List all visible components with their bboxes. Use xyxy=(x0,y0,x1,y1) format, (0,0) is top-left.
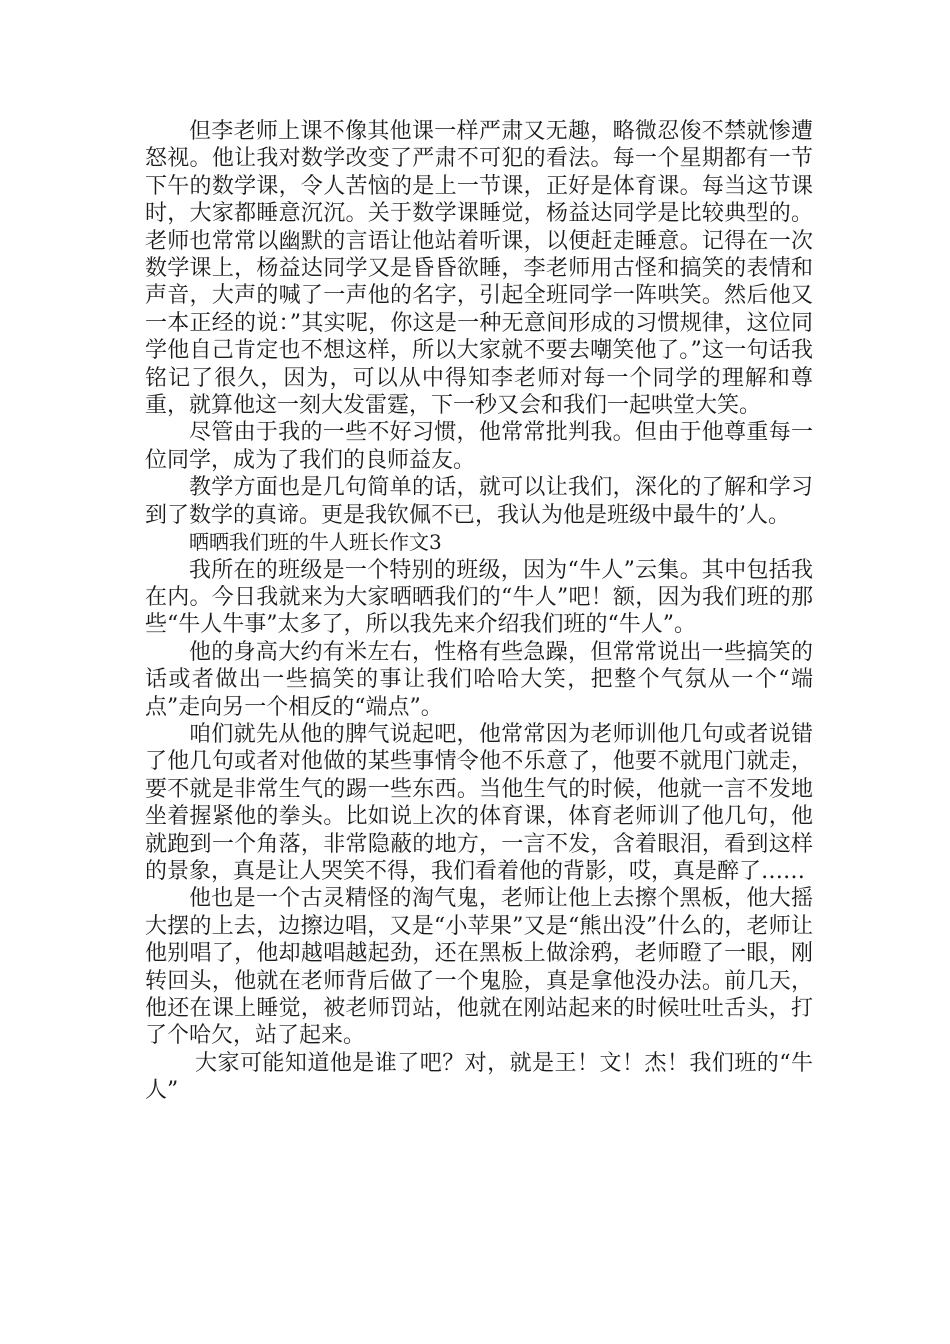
paragraph-temper: 咱们就先从他的脾气说起吧，他常常因为老师训他几句或者说错了他几句或者对他做的某些事情令他不乐意了，他要不就甩门就走，要不就是非常生气的踢一些东西。当他生气的时候，他就一言不发地坐着握紧他的拳头。比如说上次的体育课，体育老师训了他几句，他就跑到一个角落，非常隐蔽的地方，一言不发，含着眼泪，看到这样的景象，真是让人哭笑不得，我们看着他的背影，哎，真是醉了…… xyxy=(145,721,813,884)
paragraph-mischief: 他也是一个古灵精怪的淘气鬼，老师让他上去擦个黑板，他大摇大摆的上去，边擦边唱，又是“小苹果”又是“熊出没”什么的，老师让他别唱了，他却越唱越起劲，还在黑板上做涂鸦，老师瞪了一眼，刚转回头，他就在老师背后做了一个鬼脸，真是拿他没办法。前几天，他还在课上睡觉，被老师罚站，他就在刚站起来的时候吐吐舌头，打了个哈欠，站了起来。 xyxy=(145,886,813,1049)
paragraph-reveal: 大家可能知道他是谁了吧？对，就是王！文！杰！我们班的“牛人” xyxy=(145,1050,813,1104)
section-heading: 晒晒我们班的牛人班长作文3 xyxy=(189,530,442,555)
document-body xyxy=(145,118,813,1105)
paragraph-respect: 尽管由于我的一些不好习惯，他常常批判我。但由于他尊重每一位同学，成为了我们的良师益友。 xyxy=(145,420,813,473)
paragraph-height-personality: 他的身高大约有米左右，性格有些急躁，但常常说出一些搞笑的话或者做出一些搞笑的事让我们哈哈大笑，把整个气氛从一个“端点”走向另一个相反的“端点”。 xyxy=(145,639,813,720)
paragraph-teacher-class: 但李老师上课不像其他课一样严肃又无趣，略微忍俊不禁就惨遭怒视。他让我对数学改变了严肃不可犯的看法。每一个星期都有一节下午的数学课，令人苦恼的是上一节课，正好是体育课。每当这节课时，大家都睡意沉沉。关于数学课睡觉，杨益达同学是比较典型的。老师也常常以幽默的言语让他站着听课，以便赶走睡意。记得在一次数学课上，杨益达同学又是昏昏欲睡，李老师用古怪和搞笑的表情和声音，大声的喊了一声他的名字，引起全班同学一阵哄笑。然后他又一本正经的说：”其实呢，你这是一种无意间形成的习惯规律，这位同学他自己肯定也不想这样，所以大家就不要去嘲笑他了。”这一句话我铭记了很久，因为，可以从中得知李老师对每一个同学的理解和尊重，就算他这一刻大发雷霆，下一秒又会和我们一起哄堂大笑。 xyxy=(145,119,813,419)
paragraph-class-intro: 我所在的班级是一个特别的班级，因为“牛人”云集。其中包括我在内。今日我就来为大家晒晒我们的“牛人”吧！额，因为我们班的那些“牛人牛事”太多了，所以我先来介绍我们班的“牛人”。 xyxy=(145,557,813,638)
paragraph-teaching: 教学方面也是几句简单的话，就可以让我们，深化的了解和学习到了数学的真谛。更是我钦佩不已，我认为他是班级中最牛的’人。 xyxy=(145,475,813,528)
